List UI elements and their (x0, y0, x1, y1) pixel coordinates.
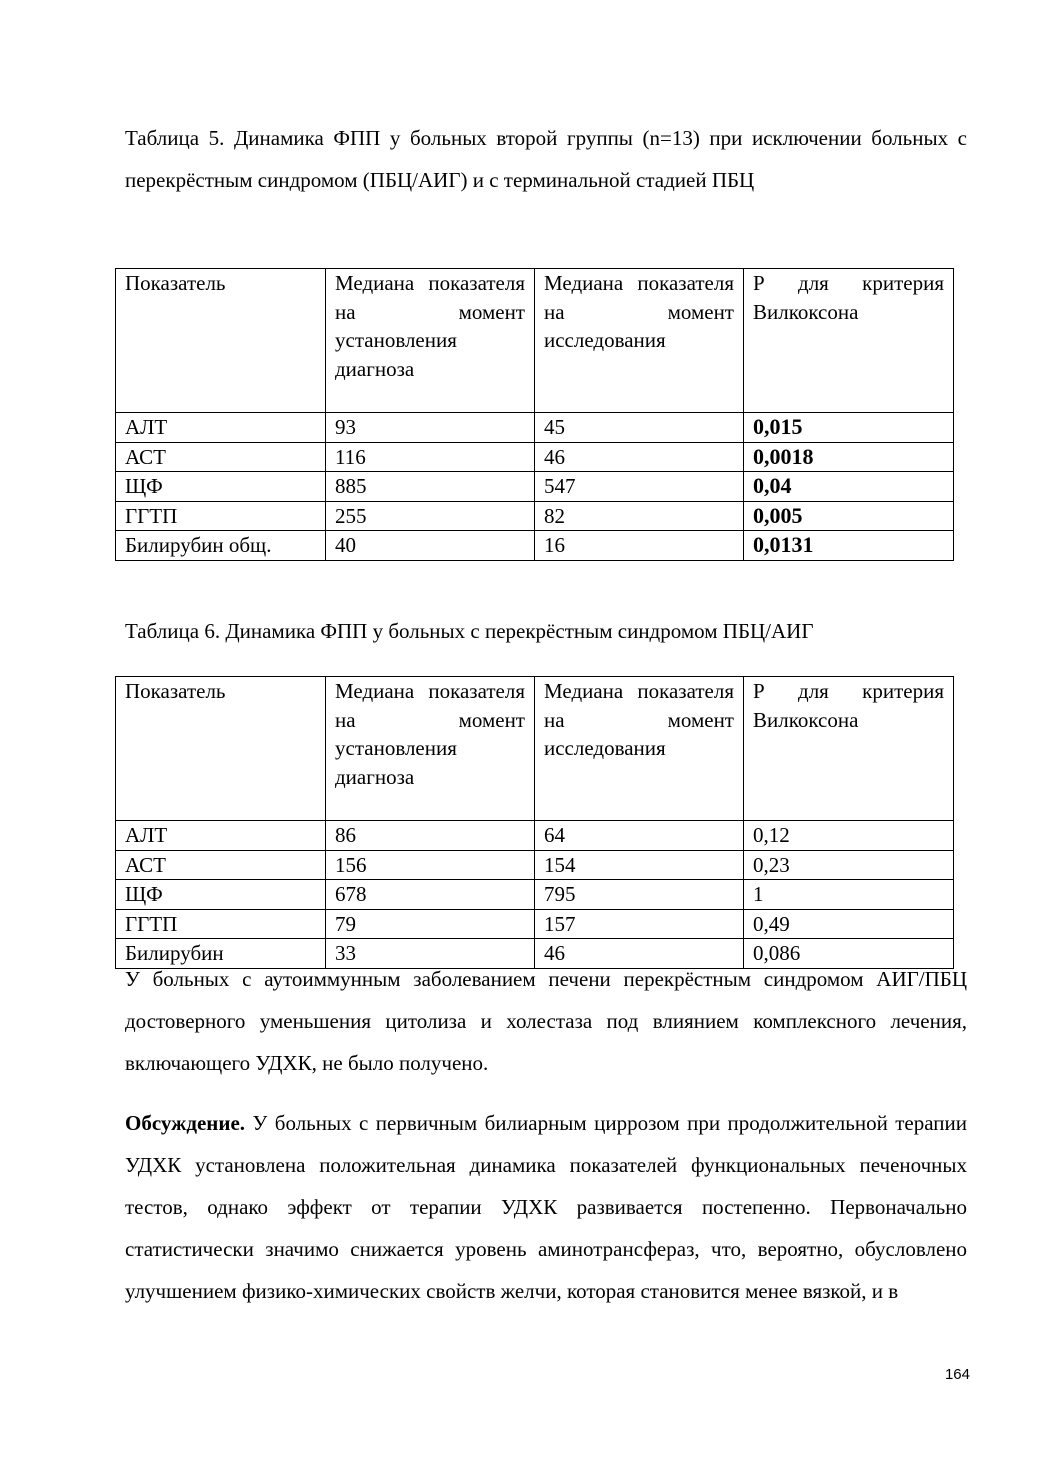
table-cell: 86 (326, 821, 535, 851)
table-cell-p-value: 1 (744, 880, 954, 910)
table-cell-p-value: 0,0018 (744, 442, 954, 472)
table-cell: АСТ (116, 442, 326, 472)
table-cell: 40 (326, 531, 535, 561)
table-cell-p-value: 0,015 (744, 413, 954, 443)
table-cell-p-value: 0,04 (744, 472, 954, 502)
table5-header-cell: Показатель (116, 269, 326, 413)
table-cell: 255 (326, 501, 535, 531)
table-cell: 45 (535, 413, 744, 443)
table-cell-p-value: 0,0131 (744, 531, 954, 561)
table5 (115, 268, 954, 561)
table-row (116, 531, 954, 561)
body-paragraph: У больных с аутоиммунным заболеванием печени перекрёстным синдромом АИГ/ПБЦ достоверного уменьшения цитолиза и холестаза под влиянием комплексного лечения, включающего УДХК, не было получено. (125, 967, 967, 1075)
table-cell: 116 (326, 442, 535, 472)
table-row (116, 501, 954, 531)
table6-header-row (116, 677, 954, 821)
table-cell-p-value: 0,005 (744, 501, 954, 531)
table-row (116, 442, 954, 472)
table-cell: ЩФ (116, 472, 326, 502)
table-cell-p-value: 0,086 (744, 939, 954, 969)
table-row (116, 821, 954, 851)
table5-header-cell: Р для критерия Вилкоксона (744, 269, 954, 413)
table-cell: 885 (326, 472, 535, 502)
table-cell-p-value: 0,12 (744, 821, 954, 851)
table-cell: АЛТ (116, 821, 326, 851)
table-row (116, 909, 954, 939)
table-cell: 795 (535, 880, 744, 910)
table-cell: 157 (535, 909, 744, 939)
table-cell: 82 (535, 501, 744, 531)
table-cell: 678 (326, 880, 535, 910)
table-cell: Билирубин общ. (116, 531, 326, 561)
table-row (116, 413, 954, 443)
table6 (115, 676, 954, 969)
discussion-text: У больных с первичным билиарным циррозом при продолжительной терапии УДХК установлена положительная динамика показателей функциональных печеночных тестов, однако эффект от терапии УДХК развивается постепенно. Первоначально статистически значимо снижается уровень аминотрансфераз, что, вероятно, обусловлено улучшением физико-химических свойств желчи, которая становится менее вязкой, и в (125, 1111, 967, 1303)
table-cell: ЩФ (116, 880, 326, 910)
table-cell: 46 (535, 442, 744, 472)
table5-header-cell: Медиана показателя на момент исследования (535, 269, 744, 413)
table-cell: АСТ (116, 850, 326, 880)
table-cell: Билирубин (116, 939, 326, 969)
table-cell: 547 (535, 472, 744, 502)
table-cell: 33 (326, 939, 535, 969)
table5-header-row (116, 269, 954, 413)
table-cell: ГГТП (116, 909, 326, 939)
table6-header-cell: Медиана показателя на момент исследования (535, 677, 744, 821)
table-row (116, 850, 954, 880)
table-cell: 154 (535, 850, 744, 880)
table-cell: 16 (535, 531, 744, 561)
discussion-heading: Обсуждение. (125, 1111, 246, 1135)
table6-header-cell: Показатель (116, 677, 326, 821)
page-number: 164 (944, 1366, 970, 1383)
table-cell: 79 (326, 909, 535, 939)
table-cell-p-value: 0,23 (744, 850, 954, 880)
table-cell-p-value: 0,49 (744, 909, 954, 939)
table-cell: 64 (535, 821, 744, 851)
table6-caption: Таблица 6. Динамика ФПП у больных с перекрёстным синдромом ПБЦ/АИГ (125, 619, 814, 643)
table-cell: АЛТ (116, 413, 326, 443)
table-cell: ГГТП (116, 501, 326, 531)
table6-header-cell: Р для критерия Вилкоксона (744, 677, 954, 821)
table-cell: 46 (535, 939, 744, 969)
table6-header-cell: Медиана показателя на момент установления диагноза (326, 677, 535, 821)
table-row (116, 472, 954, 502)
table-cell: 93 (326, 413, 535, 443)
table-row (116, 880, 954, 910)
table5-caption: Таблица 5. Динамика ФПП у больных второй группы (n=13) при исключении больных с перекрёстным синдромом (ПБЦ/АИГ) и с терминальной стадией ПБЦ (125, 126, 967, 192)
table5-header-cell: Медиана показателя на момент установления диагноза (326, 269, 535, 413)
discussion-paragraph (125, 1102, 967, 1312)
table-cell: 156 (326, 850, 535, 880)
